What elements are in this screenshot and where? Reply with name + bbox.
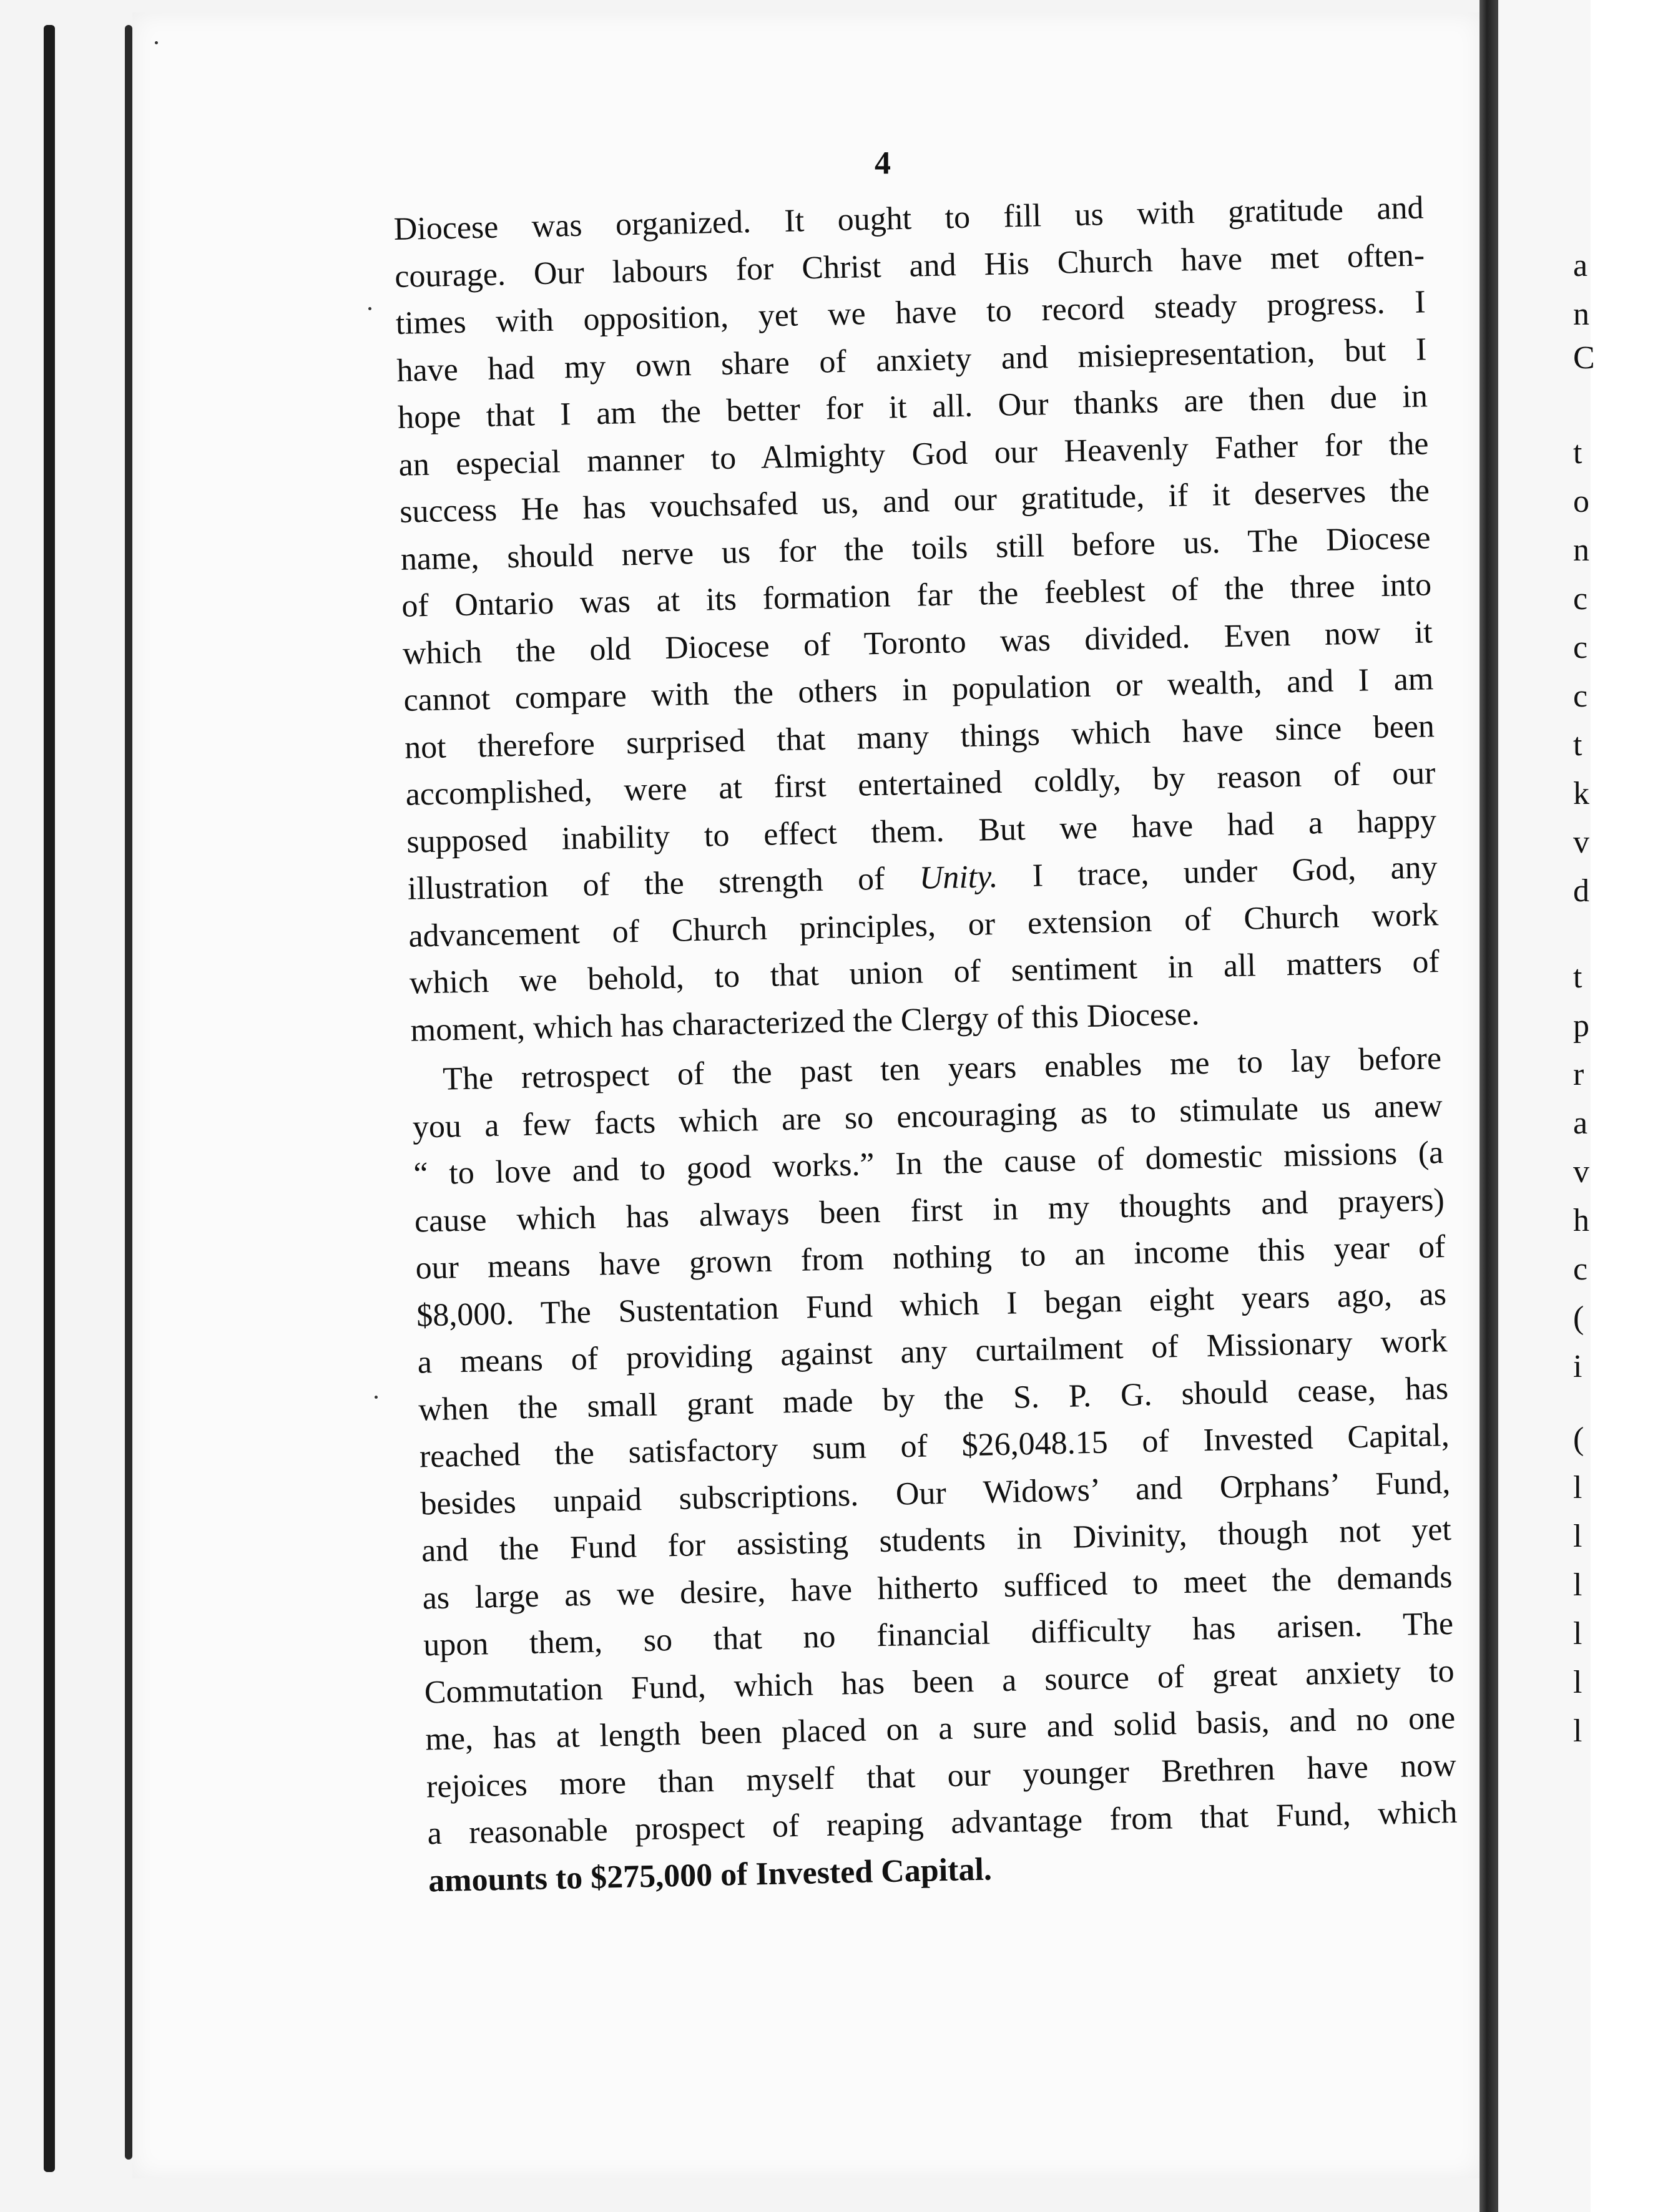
facing-page-fragment: l bbox=[1573, 1519, 1582, 1554]
text-line: success He has vouchsafed us, and our gratitude, if it deserves the bbox=[399, 472, 1430, 530]
text-line: amounts to $275,000 of Invested Capital. bbox=[428, 1851, 993, 1899]
facing-page-fragment: n bbox=[1573, 532, 1589, 568]
text-line: advancement of Church principles, or extension of Church work bbox=[408, 896, 1439, 954]
page-number: 4 bbox=[875, 145, 891, 181]
facing-page-fragment: l bbox=[1573, 1665, 1582, 1700]
facing-page-fragment: a bbox=[1573, 248, 1588, 283]
text-run: I trace, under God, any bbox=[997, 849, 1438, 894]
text-line: Diocese was organized. It ought to fill us with gratitude and bbox=[393, 190, 1425, 247]
page-left-edge bbox=[125, 25, 132, 2160]
facing-page-fragment: o bbox=[1573, 484, 1589, 519]
facing-page-fragment: t bbox=[1573, 727, 1582, 763]
text-line: hope that I am the better for it all. Our thanks are then due in bbox=[397, 378, 1428, 436]
text-line: rejoices more than myself that our younger Brethren have now bbox=[426, 1747, 1457, 1804]
facing-page-fragment: c bbox=[1573, 630, 1588, 665]
text-line: $8,000. The Sustentation Fund which I began eight years ago, as bbox=[416, 1276, 1447, 1334]
facing-page-fragment: h bbox=[1573, 1203, 1589, 1238]
text-line: reached the satisfactory sum of $26,048.15 of Invested Capital, bbox=[419, 1417, 1450, 1475]
text-line: supposed inability to effect them. But we have had a happy bbox=[406, 802, 1437, 860]
emphasis-unity: Unity. bbox=[919, 858, 998, 896]
text-line: as large as we desire, have hitherto sufficed to meet the demands bbox=[422, 1559, 1453, 1617]
book-gutter bbox=[1479, 0, 1498, 2212]
facing-page-fragment: l bbox=[1573, 1616, 1582, 1652]
text-line: a reasonable prospect of reaping advantage from that Fund, which bbox=[427, 1794, 1458, 1852]
facing-page-fragment: ( bbox=[1573, 1421, 1584, 1457]
facing-page-fragment: k bbox=[1573, 776, 1589, 811]
facing-page-fragment: a bbox=[1573, 1105, 1588, 1141]
text-line: times with opposition, yet we have to record steady progress. I bbox=[395, 284, 1426, 341]
facing-page-fragment: l bbox=[1573, 1713, 1582, 1749]
facing-page-fragment: i bbox=[1573, 1349, 1582, 1384]
scan-speck bbox=[155, 41, 158, 44]
facing-page-fragment: v bbox=[1573, 1154, 1589, 1190]
text-line: moment, which has characterized the Clergy of this Diocese. bbox=[410, 996, 1200, 1049]
text-line: have had my own share of anxiety and misiepresentation, but I bbox=[396, 331, 1427, 389]
text-line: an especial manner to Almighty God our Heavenly Father for the bbox=[398, 425, 1429, 483]
text-line: and the Fund for assisting students in Divinity, though not yet bbox=[421, 1511, 1452, 1569]
text-line: name, should nerve us for the toils still before us. The Diocese bbox=[400, 519, 1431, 577]
facing-page-fragment: l bbox=[1573, 1567, 1582, 1603]
facing-page-strip bbox=[1498, 0, 1595, 2212]
text-line: of Ontario was at its formation far the feeblest of the three into bbox=[401, 567, 1432, 624]
facing-page-fragment: d bbox=[1573, 873, 1589, 909]
facing-page-fragment: v bbox=[1573, 825, 1589, 860]
facing-page-fragment: n bbox=[1573, 296, 1589, 332]
facing-page-fragment: r bbox=[1573, 1057, 1584, 1092]
facing-page-fragment: p bbox=[1573, 1008, 1589, 1044]
facing-page-fragment: l bbox=[1573, 1470, 1582, 1505]
text-line: not therefore surprised that many things which have since been bbox=[404, 708, 1435, 766]
scan-speck bbox=[368, 307, 371, 310]
text-line: The retrospect of the past ten years enables me to lay before bbox=[442, 1040, 1442, 1097]
text-line: me, has at length been placed on a sure and solid basis, and no one bbox=[424, 1700, 1456, 1758]
text-run: illustration of the strength of bbox=[407, 860, 920, 907]
text-line: when the small grant made by the S. P. G. should cease, has bbox=[418, 1370, 1449, 1428]
text-line: upon them, so that no financial difficulty has arisen. The bbox=[423, 1605, 1454, 1663]
text-line: courage. Our labours for Christ and His Church have met often- bbox=[394, 237, 1425, 295]
text-line: accomplished, were at first entertained coldly, by reason of our bbox=[405, 755, 1436, 813]
facing-page-fragment: c bbox=[1573, 1251, 1588, 1287]
paragraph bbox=[393, 184, 1441, 1054]
facing-page-fragment: c bbox=[1573, 678, 1588, 714]
text-line: cause which has always been first in my thoughts and prayers) bbox=[414, 1182, 1445, 1240]
body-text bbox=[393, 184, 1459, 1904]
facing-page-fragment: t bbox=[1573, 435, 1582, 471]
text-line: which the old Diocese of Toronto was divided. Even now it bbox=[402, 614, 1433, 672]
scan-speck bbox=[375, 1396, 378, 1399]
text-line: cannot compare with the others in population or wealth, and I am bbox=[403, 661, 1434, 718]
text-line: you a few facts which are so encouraging as to stimulate us anew bbox=[412, 1087, 1443, 1145]
paragraph bbox=[411, 1035, 1459, 1904]
left-binding-edge bbox=[44, 25, 55, 2172]
facing-page-fragment: t bbox=[1573, 959, 1582, 995]
text-line: “ to love and to good works.” In the cause of domestic missions (a bbox=[413, 1135, 1444, 1192]
text-line: which we behold, to that union of sentiment in all matters of bbox=[409, 944, 1440, 1001]
facing-page-fragment: ( bbox=[1573, 1300, 1584, 1336]
text-line: a means of providing against any curtailment of Missionary work bbox=[417, 1323, 1448, 1381]
text-line: besides unpaid subscriptions. Our Widows’ and Orphans’ Fund, bbox=[419, 1464, 1451, 1522]
text-line: our means have grown from nothing to an income this year of bbox=[415, 1229, 1446, 1286]
facing-page-fragment: c bbox=[1573, 581, 1588, 617]
facing-page-fragment: C bbox=[1573, 340, 1595, 376]
text-line: Commutation Fund, which has been a source of great anxiety to bbox=[424, 1653, 1455, 1710]
